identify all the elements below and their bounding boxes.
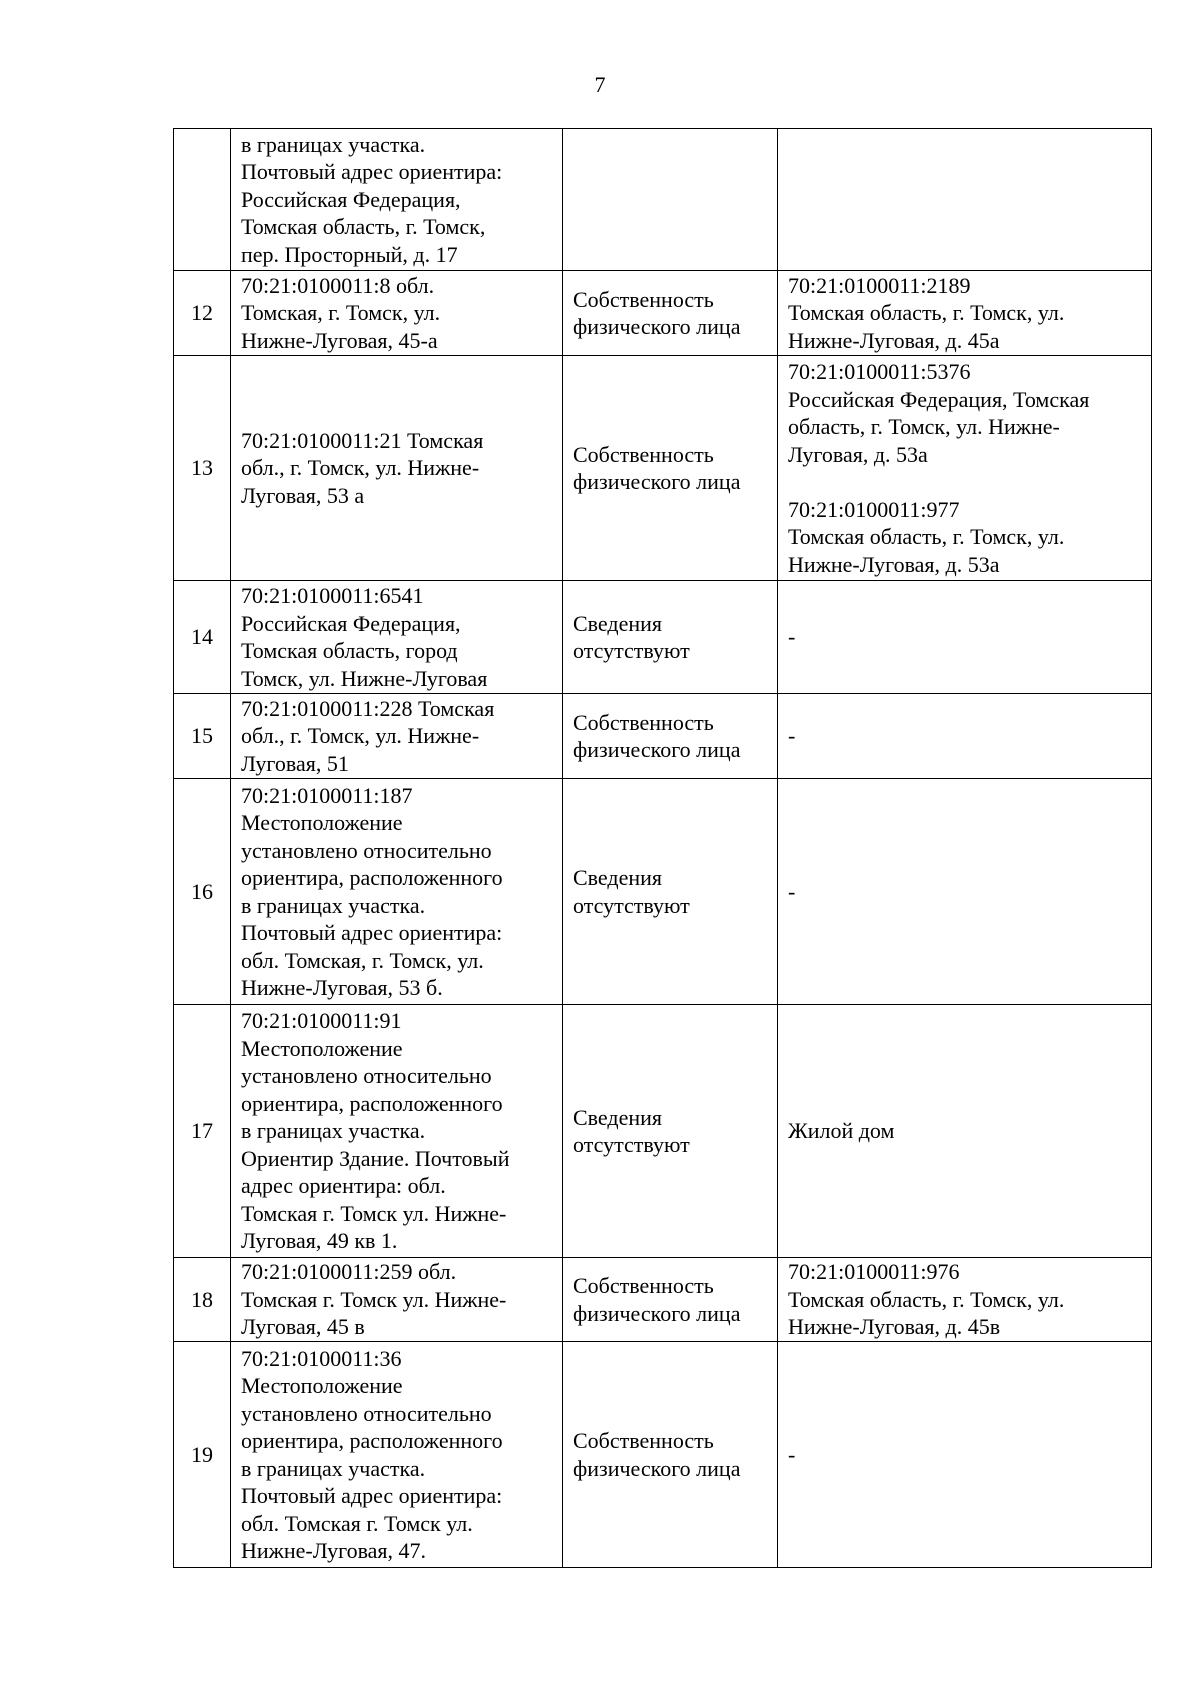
row-number: 13 bbox=[174, 356, 231, 581]
table-row bbox=[174, 271, 1152, 356]
buildings-cell: - bbox=[778, 581, 1152, 694]
right-type-cell: Собственность физического лица bbox=[563, 1258, 778, 1342]
row-number: 18 bbox=[174, 1258, 231, 1342]
row-number: 12 bbox=[174, 271, 231, 356]
land-plot-cell: 70:21:0100011:6541 Российская Федерация, Томская область, город Томск, ул. Нижне-Луговая bbox=[231, 581, 563, 694]
land-plot-cell: 70:21:0100011:91 Местоположение установлено относительно ориентира, расположенного в границах участка. Ориентир Здание. Почтовый адрес ориентира: обл. Томская г. Томск ул. Нижне- Луговая, 49 кв 1. bbox=[231, 1005, 563, 1258]
table-row bbox=[174, 129, 1152, 271]
buildings-cell: Жилой дом bbox=[778, 1005, 1152, 1258]
land-plots-table bbox=[173, 128, 1152, 1568]
row-number: 14 bbox=[174, 581, 231, 694]
land-plot-cell: 70:21:0100011:21 Томская обл., г. Томск, ул. Нижне- Луговая, 53 а bbox=[231, 356, 563, 581]
right-type-cell: Сведения отсутствуют bbox=[563, 1005, 778, 1258]
right-type-cell: Собственность физического лица bbox=[563, 356, 778, 581]
buildings-cell: - bbox=[778, 694, 1152, 779]
table-row bbox=[174, 1005, 1152, 1258]
buildings-cell: - bbox=[778, 1342, 1152, 1568]
table-row bbox=[174, 1258, 1152, 1342]
land-plot-cell: 70:21:0100011:228 Томская обл., г. Томск, ул. Нижне- Луговая, 51 bbox=[231, 694, 563, 779]
right-type-cell: Собственность физического лица bbox=[563, 694, 778, 779]
buildings-cell: 70:21:0100011:976 Томская область, г. Томск, ул. Нижне-Луговая, д. 45в bbox=[778, 1258, 1152, 1342]
buildings-cell bbox=[778, 129, 1152, 271]
right-type-cell: Сведения отсутствуют bbox=[563, 581, 778, 694]
row-number bbox=[174, 129, 231, 271]
row-number: 17 bbox=[174, 1005, 231, 1258]
buildings-cell: 70:21:0100011:2189 Томская область, г. Томск, ул. Нижне-Луговая, д. 45а bbox=[778, 271, 1152, 356]
right-type-cell: Сведения отсутствуют bbox=[563, 779, 778, 1005]
row-number: 15 bbox=[174, 694, 231, 779]
buildings-cell: - bbox=[778, 779, 1152, 1005]
land-plot-cell: 70:21:0100011:259 обл. Томская г. Томск ул. Нижне- Луговая, 45 в bbox=[231, 1258, 563, 1342]
right-type-cell bbox=[563, 129, 778, 271]
row-number: 16 bbox=[174, 779, 231, 1005]
row-number: 19 bbox=[174, 1342, 231, 1568]
land-plot-cell: 70:21:0100011:187 Местоположение установлено относительно ориентира, расположенного в границах участка. Почтовый адрес ориентира: обл. Томская, г. Томск, ул. Нижне-Луговая, 53 б. bbox=[231, 779, 563, 1005]
table-row bbox=[174, 694, 1152, 779]
table-row bbox=[174, 356, 1152, 581]
land-plot-cell: 70:21:0100011:36 Местоположение установлено относительно ориентира, расположенного в границах участка. Почтовый адрес ориентира: обл. Томская г. Томск ул. Нижне-Луговая, 47. bbox=[231, 1342, 563, 1568]
page-number: 7 bbox=[594, 72, 606, 97]
right-type-cell: Собственность физического лица bbox=[563, 1342, 778, 1568]
table-row bbox=[174, 581, 1152, 694]
table-row bbox=[174, 779, 1152, 1005]
buildings-cell: 70:21:0100011:5376 Российская Федерация, Томская область, г. Томск, ул. Нижне- Луговая, д. 53а 70:21:0100011:977 Томская область, г. Томск, ул. Нижне-Луговая, д. 53а bbox=[778, 356, 1152, 581]
table-row bbox=[174, 1342, 1152, 1568]
right-type-cell: Собственность физического лица bbox=[563, 271, 778, 356]
land-plot-cell: 70:21:0100011:8 обл. Томская, г. Томск, ул. Нижне-Луговая, 45-а bbox=[231, 271, 563, 356]
land-plot-cell: в границах участка. Почтовый адрес ориентира: Российская Федерация, Томская область, г. Томск, пер. Просторный, д. 17 bbox=[231, 129, 563, 271]
